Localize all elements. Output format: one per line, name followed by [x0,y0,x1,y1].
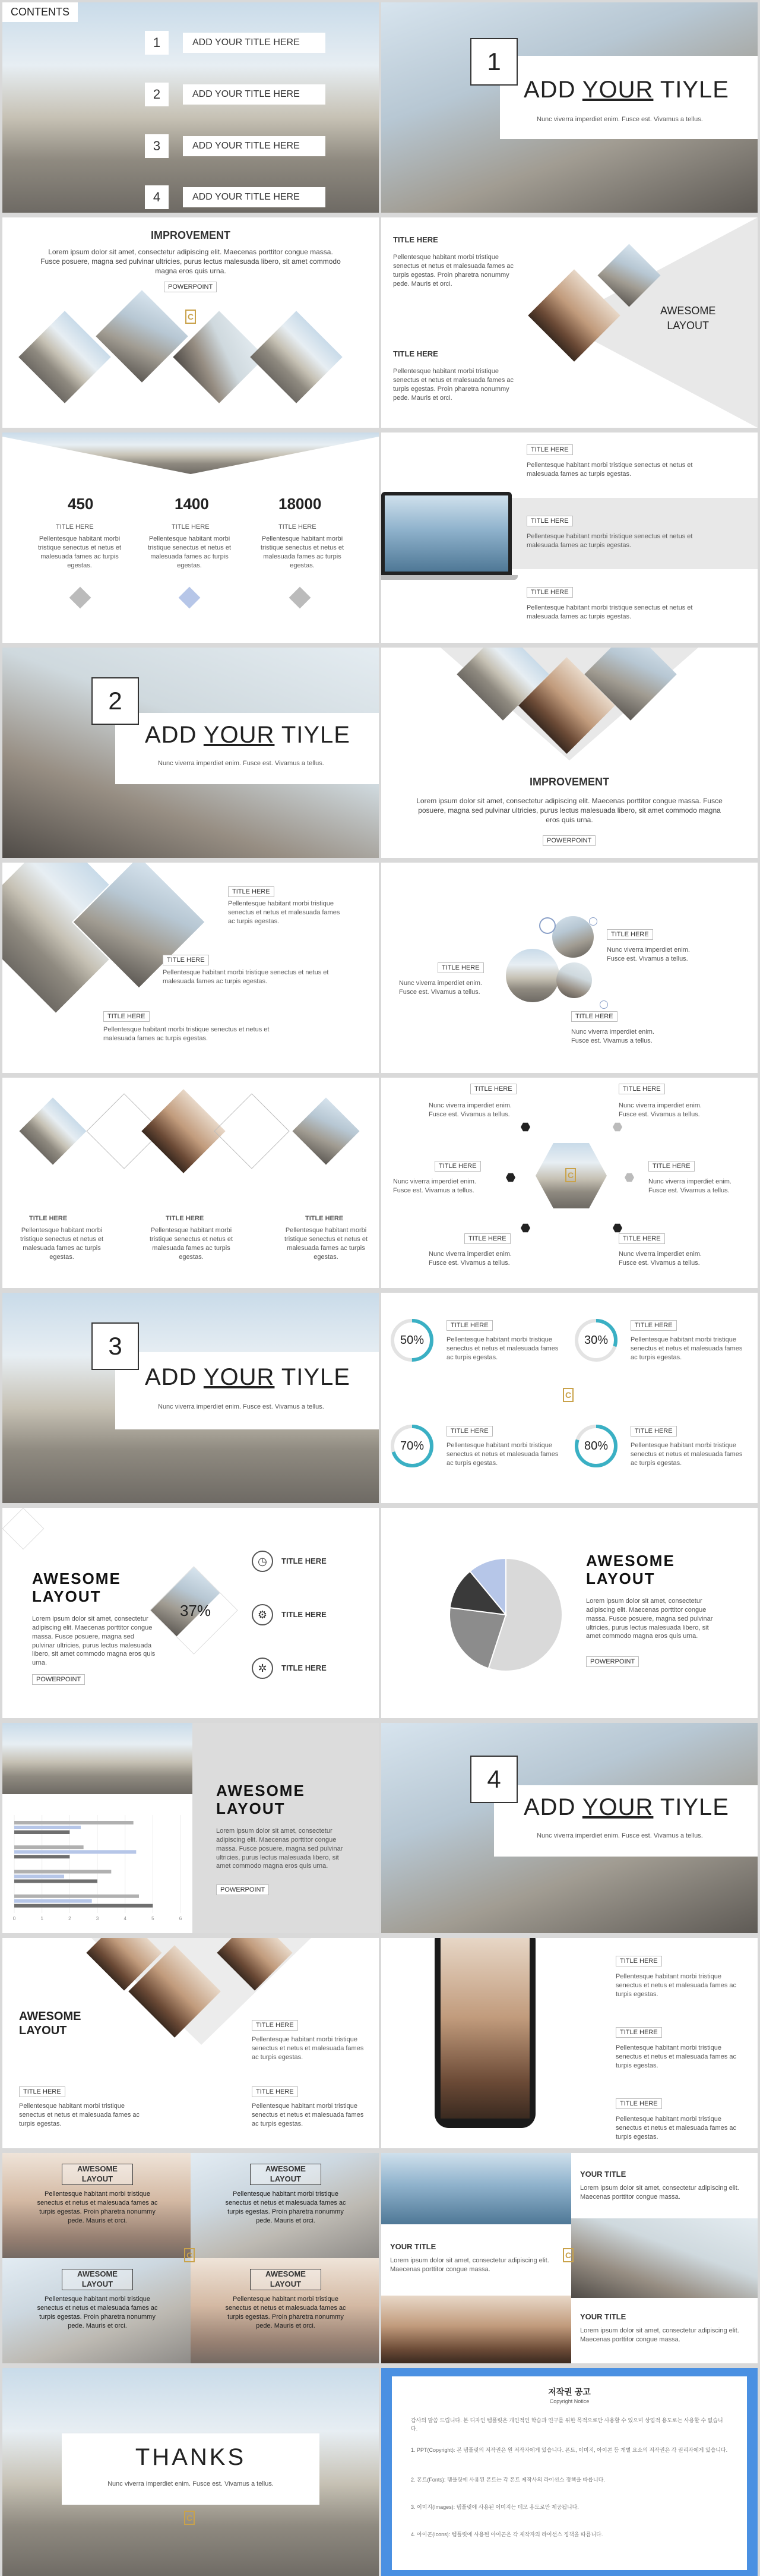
your-title-label-3: YOUR TITLE [580,2312,626,2321]
phone-screen [441,1938,530,2119]
phone-body-3: Pellentesque habitant morbi tristique senectus et netus et malesuada fames ac turpis egestas. [616,2116,737,2141]
slide-pie-chart[interactable] [381,1508,758,1718]
slide-contents[interactable] [2,2,379,213]
bar-tick-label: 6 [179,1916,182,1921]
four-diamonds-photo-1 [19,1097,86,1164]
awesome-1-heading-a: AWESOME [660,305,716,317]
bar-heading-a: AWESOME [216,1782,305,1800]
circles-label-2: TITLE HERE [438,962,484,973]
bar-tick-label: 1 [40,1916,43,1921]
hex-label-6: TITLE HERE [619,1233,665,1244]
circle-outline-2 [589,917,597,926]
slide-thanks[interactable] [2,2368,379,2576]
percent-value-4: 80% [584,1439,609,1453]
contents-label: CONTENTS [2,2,78,22]
hexagon-dot-1 [521,1122,530,1132]
hexagon-dot-5 [521,1223,530,1233]
your-title-body-1: Lorem ipsum dolor sit amet, consectetur adipiscing elit. Maecenas porttitor congue massa. [580,2184,739,2201]
section-2-title-c: TIYLE [274,722,350,748]
bar-2-series-1 [14,1845,84,1849]
hex-label-4: TITLE HERE [648,1161,695,1172]
phone-label-2: TITLE HERE [616,2027,662,2038]
hex-label-3: TITLE HERE [435,1161,481,1172]
four-boxes-brand-logo-icon: C [184,2248,195,2262]
phone-body-2: Pellentesque habitant morbi tristique senectus et netus et malesuada fames ac turpis egestas. [616,2044,737,2069]
bar-3-series-2 [14,1875,64,1879]
slide-section-3[interactable] [2,1293,379,1503]
slide-four-boxes[interactable] [2,2153,379,2363]
awesome-2-heading [32,1570,121,1606]
awesome-1-heading-b: LAYOUT [667,320,710,332]
circle-outline-3 [600,1000,608,1009]
diamonds-3-label-3: TITLE HERE [103,1011,150,1022]
slide-percent-rings[interactable] [381,1293,758,1503]
phone-icon [435,1938,536,2128]
copyright-panel [392,2376,747,2570]
four-diamonds-photo-2 [141,1089,225,1173]
awesome-3-body-1: Pellentesque habitant morbi tristique senectus et netus et malesuada fames ac turpis egestas. [252,2036,364,2061]
awesome-2-list-label-2: TITLE HERE [281,1610,327,1619]
four-boxes-body-4: Pellentesque habitant morbi tristique senectus et netus et malesuada fames ac turpis egestas. Proin pharetra nonummy pede. Mauris et orci. [225,2296,346,2329]
bar-3-series-3 [14,1880,97,1883]
contents-title-2: ADD YOUR TITLE HERE [183,84,325,105]
copyright-title: 저작권 공고 [548,2387,591,2397]
awesome-2-clock-icon: ◷ [252,1551,273,1572]
four-boxes-heading-1 [62,2164,133,2185]
your-title-body-2: Lorem ipsum dolor sit amet, consectetur adipiscing elit. Maecenas porttitor congue massa. [390,2257,549,2273]
slide-awesome-2[interactable] [2,1508,379,1718]
section-3-title-b: YOUR [203,1364,275,1390]
four-boxes-heading-3b: LAYOUT [81,2279,113,2288]
circle-outline-1 [539,917,556,934]
section-3-title-a: ADD [145,1364,204,1390]
improvement-powerpoint-button[interactable]: POWERPOINT [164,282,217,292]
section-1-subtitle: Nunc viverra imperdiet enim. Fusce est. Vivamus a tellus. [537,116,703,123]
hex-label-5: TITLE HERE [464,1233,511,1244]
section-2-title-b: YOUR [203,722,275,748]
copyright-para-4: 3. 이미지(Images): 템플릿에 사용된 이미지는 데모 용도로만 제공됩니다. [411,2504,579,2510]
hexagon-dot-3 [506,1173,515,1182]
section-3-subtitle: Nunc viverra imperdiet enim. Fusce est. Vivamus a tellus. [158,1403,324,1410]
section-1-number: 1 [470,38,518,86]
awesome-3-label-2: TITLE HERE [19,2086,65,2097]
stat-value-3: 18000 [278,495,322,513]
laptop-icon [381,492,512,575]
four-diamonds-label-1: TITLE HERE [29,1215,68,1222]
contents-item-1[interactable] [145,31,325,55]
awesome-2-percent: 37% [179,1602,211,1620]
thanks-subtitle: Nunc viverra imperdiet enim. Fusce est. Vivamus a tellus. [107,2480,274,2487]
awesome-2-outline-diamond [2,1508,44,1549]
contents-title-3: ADD YOUR TITLE HERE [183,136,325,156]
improvement-body: Lorem ipsum dolor sit amet, consectetur adipiscing elit. Maecenas porttitor congue massa. Fusce posuere, magna sed pulvinar ultricies, purus lectus malesuada libero, sit amet commodo magna eros quis urna. [40,248,341,276]
contents-item-4[interactable] [145,185,325,209]
pie-chart [446,1555,565,1674]
circle-photo-medium [552,916,594,958]
percent-body-4: Pellentesque habitant morbi tristique senectus et netus et malesuada fames ac turpis egestas. [631,1442,743,1467]
four-boxes-heading-4a: AWESOME [265,2269,306,2278]
awesome-3-heading-b: LAYOUT [19,2024,67,2037]
four-diamonds-body-3: Pellentesque habitant morbi tristique senectus et netus et malesuada fames ac turpis egestas. [284,1227,368,1261]
bar-1-series-1 [14,1821,134,1824]
copyright-para-3: 2. 폰트(Fonts): 템플릿에 사용된 폰트는 각 폰트 제작사의 라이선스 정책을 따릅니다. [411,2477,605,2483]
contents-num-2: 2 [145,83,169,106]
stat-value-2: 1400 [175,495,209,513]
awesome-1-body-top: Pellentesque habitant morbi tristique senectus et netus et malesuada fames ac turpis egestas. Proin pharetra nonummy pede. Mauris et orci. [393,254,514,288]
improvement-diamond-2 [96,290,188,383]
improvement-2-body: Lorem ipsum dolor sit amet, consectetur adipiscing elit. Maecenas porttitor congue massa. Fusce posuere, magna sed pulvinar ultricies, purus lectus malesuada libero, sit amet commodo magna eros quis urna. [416,797,723,825]
bar-tick-label: 0 [12,1916,16,1921]
hexagon-dot-4 [625,1173,634,1182]
laptop-label-2: TITLE HERE [527,516,573,526]
circles-label-1: TITLE HERE [607,929,653,940]
phone-body-1: Pellentesque habitant morbi tristique senectus et netus et malesuada fames ac turpis egestas. [616,1973,737,1998]
diamonds-3-body-2: Pellentesque habitant morbi tristique senectus et netus et malesuada fames ac turpis egestas. [163,969,329,985]
your-title-brand-logo-icon: C [563,2248,574,2262]
four-diamonds-body-2: Pellentesque habitant morbi tristique senectus et netus et malesuada fames ac turpis egestas. [149,1227,233,1261]
slide-diamonds-3[interactable] [2,863,379,1073]
pie-body: Lorem ipsum dolor sit amet, consectetur adipiscing elit. Maecenas porttitor congue massa. Fusce posuere, magna sed pulvinar ultricies, purus lectus malesuada libero, sit amet commodo magna eros quis urna. [586,1598,713,1640]
hex-body-3: Nunc viverra imperdiet enim. Fusce est. Vivamus a tellus. [393,1178,476,1194]
contents-item-3[interactable] [145,134,325,158]
awesome-3-body-2: Pellentesque habitant morbi tristique senectus et netus et malesuada fames ac turpis egestas. [19,2103,140,2127]
slide-section-2[interactable] [2,648,379,858]
improvement-2-title: IMPROVEMENT [529,776,609,788]
section-2-subtitle: Nunc viverra imperdiet enim. Fusce est. Vivamus a tellus. [158,760,324,767]
percent-brand-logo-icon: C [563,1388,574,1402]
pie-heading-a: AWESOME [586,1552,675,1570]
stat-diamond-2 [179,587,201,609]
contents-num-1: 1 [145,31,169,55]
slide-copyright[interactable] [381,2368,758,2576]
section-1-title [524,77,729,103]
section-3-number: 3 [91,1322,139,1370]
section-2-title [145,722,350,749]
brand-logo-icon: C [185,310,196,324]
slide-section-1[interactable] [381,2,758,213]
awesome-1-title-bottom: TITLE HERE [393,349,438,358]
bar-tick-label: 5 [151,1916,154,1921]
bar-tick-label: 4 [124,1916,126,1921]
bar-heading-b: LAYOUT [216,1799,286,1817]
four-boxes-heading-3a: AWESOME [77,2269,118,2278]
four-boxes-body-1: Pellentesque habitant morbi tristique senectus et netus et malesuada fames ac turpis egestas. Proin pharetra nonummy pede. Mauris et orci. [37,2190,158,2224]
percent-body-2: Pellentesque habitant morbi tristique senectus et netus et malesuada fames ac turpis egestas. [631,1336,743,1361]
bar-heading [216,1782,305,1818]
awesome-3-heading-a: AWESOME [19,2010,81,2023]
percent-value-1: 50% [400,1334,425,1347]
four-boxes-heading-4 [250,2269,321,2290]
your-title-photo-3 [571,2218,758,2298]
slide-section-4[interactable] [381,1723,758,1933]
copyright-para-5: 4. 아이콘(Icons): 템플릿에 사용된 아이콘은 각 제작자의 라이선스 정책을 따릅니다. [411,2531,603,2537]
bar-body: Lorem ipsum dolor sit amet, consectetur adipiscing elit. Maecenas porttitor congue massa. Fusce posuere, magna sed pulvinar ultricies, purus lectus malesuada libero, sit amet commodo magna eros quis urna. [216,1827,343,1870]
circles-body-1: Nunc viverra imperdiet enim. Fusce est. Vivamus a tellus. [607,946,690,962]
circle-photo-large [506,949,559,1002]
your-title-photo-1 [381,2153,571,2224]
laptop-body-3: Pellentesque habitant morbi tristique senectus et netus et malesuada fames ac turpis egestas. [527,604,693,620]
hex-body-5: Nunc viverra imperdiet enim. Fusce est. Vivamus a tellus. [429,1251,512,1267]
bar-4-series-2 [14,1899,92,1903]
four-boxes-heading-2a: AWESOME [265,2164,306,2173]
contents-title-1: ADD YOUR TITLE HERE [183,33,325,53]
laptop-screen [385,495,508,572]
stat-body-3: Pellentesque habitant morbi tristique senectus et netus et malesuada fames ac turpis egestas. [260,535,344,569]
laptop-label-3: TITLE HERE [527,587,573,598]
stat-label-2: TITLE HERE [172,523,210,531]
hex-label-2: TITLE HERE [619,1084,665,1094]
slide-stats[interactable] [2,433,379,643]
four-boxes-heading-4b: LAYOUT [270,2279,302,2288]
awesome-1-title-top: TITLE HERE [393,235,438,244]
four-boxes-heading-2b: LAYOUT [270,2174,302,2183]
pie-heading [586,1552,675,1588]
bar-1-series-3 [14,1830,69,1834]
four-boxes-body-2: Pellentesque habitant morbi tristique senectus et netus et malesuada fames ac turpis egestas. Proin pharetra nonummy pede. Mauris et orci. [225,2190,346,2224]
awesome-3-body-3: Pellentesque habitant morbi tristique senectus et netus et malesuada fames ac turpis egestas. [252,2103,364,2127]
section-1-title-b: YOUR [582,77,654,103]
four-boxes-heading-1b: LAYOUT [81,2174,113,2183]
bar-tick-label: 3 [96,1916,99,1921]
copyright-subtitle: Copyright Notice [549,2398,590,2404]
percent-label-4: TITLE HERE [631,1426,677,1437]
your-title-body-3: Lorem ipsum dolor sit amet, consectetur adipiscing elit. Maecenas porttitor congue massa. [580,2327,739,2343]
diamonds-3-body-3: Pellentesque habitant morbi tristique senectus et netus et malesuada fames ac turpis egestas. [103,1026,270,1042]
four-boxes-heading-1a: AWESOME [77,2164,118,2173]
four-boxes-heading-3 [62,2269,133,2290]
phone-label-3: TITLE HERE [616,2098,662,2109]
bar-4-series-1 [14,1895,139,1898]
bar-1-series-2 [14,1826,81,1829]
circles-body-2: Nunc viverra imperdiet enim. Fusce est. Vivamus a tellus. [399,980,482,996]
thanks-brand-logo-icon: C [184,2511,195,2525]
stat-body-2: Pellentesque habitant morbi tristique senectus et netus et malesuada fames ac turpis egestas. [147,535,232,569]
improvement-title: IMPROVEMENT [150,229,230,241]
copyright-para-1: 감사의 말씀 드립니다. 본 디자인 템플릿은 개인적인 학습과 연구를 위한 목적으로만 사용할 수 있으며 상업적 용도로는 사용할 수 없습니다. [411,2417,723,2432]
four-diamonds-label-2: TITLE HERE [166,1215,204,1222]
circles-body-3: Nunc viverra imperdiet enim. Fusce est. Vivamus a tellus. [571,1028,654,1044]
percent-label-1: TITLE HERE [446,1320,493,1331]
hexagon-dot-2 [613,1122,622,1132]
bar-4-series-3 [14,1904,153,1908]
hex-label-1: TITLE HERE [470,1084,517,1094]
slide-improvement[interactable] [2,217,379,428]
awesome-2-powerpoint-button[interactable]: POWERPOINT [32,1674,85,1685]
awesome-3-label-1: TITLE HERE [252,2020,298,2031]
section-4-title-b: YOUR [582,1794,654,1820]
awesome-2-body: Lorem ipsum dolor sit amet, consectetur adipiscing elit. Maecenas porttitor congue massa. Fusce posuere, magna sed pulvinar ultricies, purus lectus malesuada libero, sit amet commodo magna eros quis urna. [32,1615,156,1667]
laptop-label-1: TITLE HERE [527,444,573,455]
stat-label-3: TITLE HERE [278,523,316,531]
stat-body-1: Pellentesque habitant morbi tristique senectus et netus et malesuada fames ac turpis egestas. [37,535,122,569]
your-title-label-2: YOUR TITLE [390,2242,436,2251]
section-4-title [524,1794,729,1821]
contents-num-4: 4 [145,185,169,209]
section-4-title-a: ADD [524,1794,582,1820]
hex-body-2: Nunc viverra imperdiet enim. Fusce est. Vivamus a tellus. [619,1102,702,1118]
four-diamonds-label-3: TITLE HERE [305,1215,344,1222]
percent-label-3: TITLE HERE [446,1426,493,1437]
section-2-number: 2 [91,677,139,725]
four-boxes-body-3: Pellentesque habitant morbi tristique senectus et netus et malesuada fames ac turpis egestas. Proin pharetra nonummy pede. Mauris et orci. [37,2296,158,2329]
awesome-2-heading-b: LAYOUT [32,1587,102,1605]
slide-bar-chart[interactable] [2,1723,379,1933]
bar-2-series-3 [14,1855,69,1858]
percent-body-3: Pellentesque habitant morbi tristique senectus et netus et malesuada fames ac turpis egestas. [446,1442,559,1467]
hexagon-dot-6 [613,1223,622,1233]
awesome-3-heading [19,2009,81,2038]
laptop-body-1: Pellentesque habitant morbi tristique senectus et netus et malesuada fames ac turpis egestas. [527,462,693,478]
bar-powerpoint-button[interactable]: POWERPOINT [216,1884,269,1895]
section-1-title-c: TIYLE [653,77,729,103]
your-title-label-1: YOUR TITLE [580,2170,626,2179]
section-3-title [145,1364,350,1391]
bar-3-series-1 [14,1870,111,1874]
thanks-title: THANKS [135,2444,246,2470]
diamonds-3-label-1: TITLE HERE [228,886,274,897]
section-4-title-c: TIYLE [653,1794,729,1820]
stat-diamond-3 [289,587,311,609]
stat-diamond-1 [69,587,91,609]
diamonds-3-label-2: TITLE HERE [163,955,209,965]
bar-photo-top [2,1723,192,1794]
awesome-2-settings-icon: ✲ [252,1658,273,1679]
slide-phone[interactable] [381,1938,758,2148]
slide-awesome-3[interactable] [2,1938,379,2148]
four-boxes-heading-2 [250,2164,321,2185]
awesome-2-list-label-1: TITLE HERE [281,1557,327,1565]
four-diamonds-outline-2 [214,1093,289,1169]
pie-heading-b: LAYOUT [586,1569,656,1587]
hex-body-6: Nunc viverra imperdiet enim. Fusce est. Vivamus a tellus. [619,1251,702,1267]
laptop-base [381,575,518,580]
slide-your-title[interactable] [381,2153,758,2363]
section-4-subtitle: Nunc viverra imperdiet enim. Fusce est. Vivamus a tellus. [537,1832,703,1839]
percent-value-3: 70% [400,1439,425,1453]
hexagon-brand-logo-icon: C [565,1168,576,1182]
awesome-1-heading [660,304,715,333]
four-diamonds-body-1: Pellentesque habitant morbi tristique senectus et netus et malesuada fames ac turpis egestas. [20,1227,104,1261]
awesome-2-heading-a: AWESOME [32,1570,121,1587]
awesome-3-label-3: TITLE HERE [252,2086,298,2097]
slide-four-diamonds[interactable] [2,1078,379,1288]
hex-body-1: Nunc viverra imperdiet enim. Fusce est. Vivamus a tellus. [429,1102,512,1118]
improvement-2-powerpoint-button[interactable]: POWERPOINT [543,835,596,846]
stats-banner [2,433,379,474]
awesome-2-gear-icon: ⚙ [252,1604,273,1625]
stat-label-1: TITLE HERE [56,523,94,531]
your-title-photo-2 [381,2296,571,2363]
bar-chart [2,1812,192,1925]
section-4-number: 4 [470,1756,518,1803]
circle-photo-small [556,962,592,998]
stat-value-1: 450 [68,495,94,513]
contents-num-3: 3 [145,134,169,158]
bar-tick-label: 2 [68,1916,71,1921]
bar-2-series-2 [14,1850,136,1854]
awesome-2-list-label-3: TITLE HERE [281,1663,327,1672]
contents-item-2[interactable] [145,83,325,106]
percent-label-2: TITLE HERE [631,1320,677,1331]
four-diamonds-photo-3 [292,1097,359,1164]
section-1-title-a: ADD [524,77,582,103]
awesome-1-body-bottom: Pellentesque habitant morbi tristique senectus et netus et malesuada fames ac turpis egestas. Proin pharetra nonummy pede. Mauris et orci. [393,368,514,402]
improvement-diamond-4 [250,311,343,403]
slide-awesome-1[interactable] [381,217,758,428]
circles-label-3: TITLE HERE [571,1011,618,1022]
slide-improvement-2[interactable] [381,648,758,858]
phone-label-1: TITLE HERE [616,1956,662,1966]
percent-body-1: Pellentesque habitant morbi tristique senectus et netus et malesuada fames ac turpis egestas. [446,1336,559,1361]
improvement-diamond-1 [18,311,111,403]
slide-hexagon[interactable] [381,1078,758,1288]
slide-circles[interactable] [381,863,758,1073]
section-3-title-c: TIYLE [274,1364,350,1390]
diamonds-3-body-1: Pellentesque habitant morbi tristique senectus et netus et malesuada fames ac turpis egestas. [228,900,340,925]
hex-body-4: Nunc viverra imperdiet enim. Fusce est. Vivamus a tellus. [648,1178,732,1194]
contents-title-4: ADD YOUR TITLE HERE [183,187,325,207]
slide-laptop[interactable] [381,433,758,643]
laptop-body-2: Pellentesque habitant morbi tristique senectus et netus et malesuada fames ac turpis egestas. [527,533,693,549]
copyright-para-2: 1. PPT(Copyright): 본 템플릿의 저작권은 원 저작자에게 있습니다. 폰트, 이미지, 아이콘 등 개별 요소의 저작권은 각 권리자에게 있습니다. [411,2447,728,2453]
section-2-title-a: ADD [145,722,204,748]
pie-powerpoint-button[interactable]: POWERPOINT [586,1656,639,1667]
percent-value-2: 30% [584,1334,609,1347]
